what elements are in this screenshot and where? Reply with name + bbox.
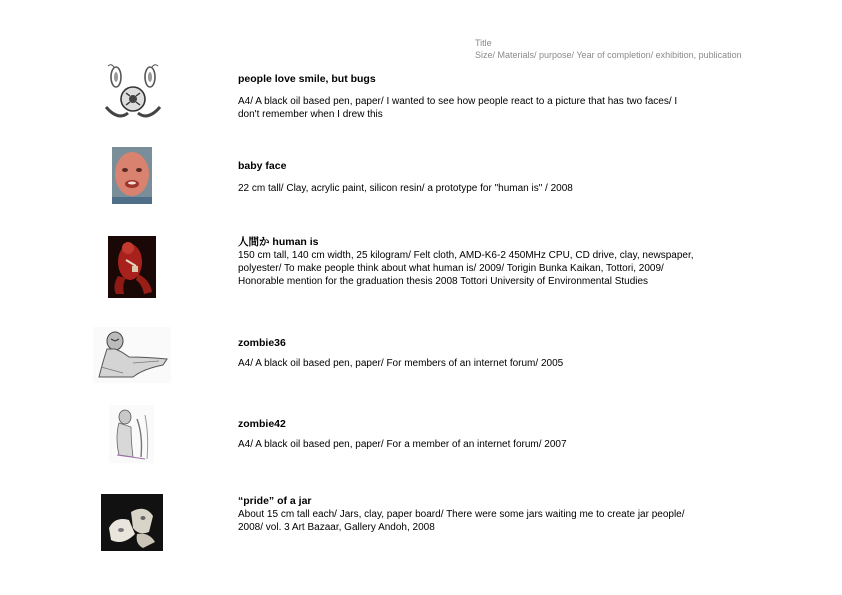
thumb-human-is-sculpture <box>108 236 156 298</box>
thumb-jar-people-photo <box>101 494 163 551</box>
work-title: zombie42 <box>238 418 286 430</box>
work-description: A4/ A black oil based pen, paper/ For members of an internet forum/ 2005 <box>238 358 564 369</box>
thumb-zombie36-drawing <box>93 327 171 383</box>
thumb-zombie42-drawing <box>109 405 154 463</box>
work-entry <box>238 160 718 195</box>
work-title: 人間か human is <box>238 236 319 248</box>
work-entry <box>238 337 718 370</box>
legend-fields: Size/ Materials/ purpose/ Year of completion/ exhibition, publication <box>475 50 742 60</box>
work-description: 150 cm tall, 140 cm width, 25 kilogram/ Felt cloth, AMD-K6-2 450MHz CPU, CD drive, clay, newspaper, polyester/ To make people think about what human is/ 2009/ Torigin Bunka Kaikan, Tottori, 2009/ Honorable mention for the graduation thesis 2008 Tottori University of Environmental Studies <box>238 250 694 287</box>
work-title: zombie36 <box>238 337 286 349</box>
legend-title: Title <box>475 38 492 48</box>
work-title: “pride” of a jar <box>238 495 312 507</box>
work-description: 22 cm tall/ Clay, acrylic paint, silicon resin/ a prototype for "human is" / 2008 <box>238 183 573 194</box>
work-title: baby face <box>238 160 287 172</box>
work-description: A4/ A black oil based pen, paper/ I wanted to see how people react to a picture that has two faces/ I don't remember when I drew this <box>238 96 678 120</box>
work-entry <box>238 418 718 451</box>
thumb-baby-face-sculpture <box>112 147 152 204</box>
work-entry <box>238 73 718 121</box>
work-entry <box>238 236 718 288</box>
work-description: A4/ A black oil based pen, paper/ For a member of an internet forum/ 2007 <box>238 439 567 450</box>
work-entry <box>238 495 718 534</box>
legend <box>475 37 742 61</box>
thumb-bug-face-drawing <box>98 63 166 121</box>
work-description: About 15 cm tall each/ Jars, clay, paper board/ There were some jars waiting me to create jar people/ 2008/ vol. 3 Art Bazaar, Gallery Andoh, 2008 <box>238 509 685 533</box>
work-title: people love smile, but bugs <box>238 73 376 85</box>
